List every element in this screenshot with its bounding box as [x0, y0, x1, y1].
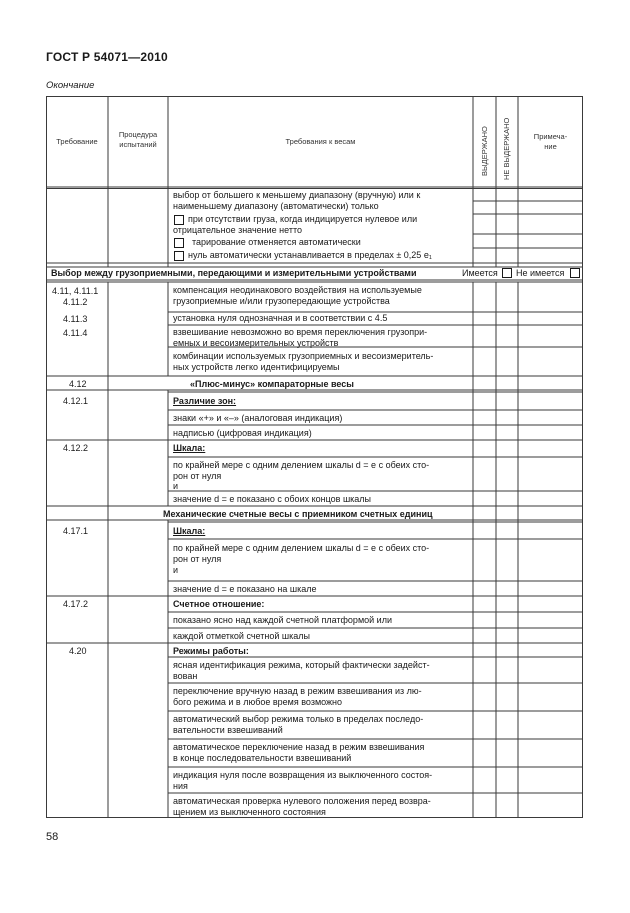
row-scale-417-line1: по крайней мере с одним делением шкалы d = e с обеих сто-	[173, 543, 430, 553]
has-checkbox[interactable]	[502, 268, 512, 278]
col-header-requirement: Требование	[56, 137, 98, 146]
ref-4-12: 4.12	[69, 379, 87, 389]
ref-4-11-3: 4.11.3	[63, 314, 88, 324]
row-no-weighing-line2: емных и весоизмерительных устройств	[173, 338, 339, 348]
no-load-checkbox[interactable]	[174, 215, 184, 225]
has-label: Имеется	[462, 268, 498, 278]
row-zones-analog: знаки «+» и «–» (аналоговая индикация)	[173, 413, 343, 423]
section-4-12-title: «Плюс-минус» компараторные весы	[190, 379, 354, 389]
row-auto-select-line2: вательности взвешиваний	[173, 725, 283, 735]
col-header-weights-requirements: Требования к весам	[285, 137, 356, 146]
col-header-not-passed: НЕ ВЫДЕРЖАНО	[502, 117, 511, 180]
row-scale-417-line3: и	[173, 565, 179, 575]
row-ratio-mark: каждой отметкой счетной шкалы	[173, 631, 310, 641]
row-auto-switch-back-line1: автоматическое переключение назад в режим взвешивания	[173, 742, 425, 752]
row-zero-check-line1: автоматическая проверка нулевого положения перед возвра-	[173, 796, 431, 806]
row-range-selection-line1: выбор от большего к меньшему диапазону (вручную) или к	[173, 190, 421, 200]
requirements-table	[46, 96, 583, 818]
ref-4-17-2: 4.17.2	[63, 599, 89, 609]
col-header-passed: ВЫДЕРЖАНО	[480, 126, 489, 176]
section-4-11-title: Выбор между грузоприемными, передающими и измерительными устройствами	[51, 268, 417, 278]
modes-title: Режимы работы:	[173, 646, 249, 656]
row-zero-indication-line1: индикация нуля после возвращения из выключенного состоя-	[173, 770, 433, 780]
col-header-procedure-line1: Процедура	[118, 130, 158, 139]
ref-4-12-1: 4.12.1	[63, 396, 89, 406]
row-compensation-line2: грузоприемные и/или грузопередающие устройства	[173, 296, 390, 306]
row-zero-indication-line2: ния	[173, 781, 188, 791]
row-zero-check-line2: щением из выключенного состояния	[173, 807, 326, 817]
col-header-procedure-line2: испытаний	[119, 140, 157, 149]
row-scale-412-both-ends: значение d = e показано с обоих концов шкалы	[173, 494, 372, 504]
row-zones-digital: надписью (цифровая индикация)	[173, 428, 312, 438]
scale-title-417: Шкала:	[173, 526, 206, 536]
row-ratio-platform: показано ясно над каждой счетной платформой или	[173, 615, 392, 625]
row-manual-switch-line2: бого режима и в любое время возможно	[173, 697, 343, 707]
has-not-checkbox[interactable]	[570, 268, 580, 278]
row-scale-412-line1: по крайней мере с одним делением шкалы d = e с обеих сто-	[173, 460, 430, 470]
row-range-selection-line2: наименьшему диапазону (автоматически) только	[173, 201, 379, 211]
ratio-title: Счетное отношение:	[173, 599, 265, 609]
table-continuation-label: Окончание	[46, 80, 95, 91]
section-4-17-title: Механические счетные весы с приемником счетных единиц	[163, 509, 433, 519]
tare-cancel-checkbox[interactable]	[174, 238, 184, 248]
row-combinations-line1: комбинации используемых грузоприемных и весоизмеритель-	[173, 351, 434, 361]
row-tare-cancel: тарирование отменяется автоматически	[192, 237, 361, 247]
row-scale-412-line3: и	[173, 481, 179, 491]
ref-4-11-4: 4.11.4	[63, 328, 88, 338]
row-mode-identification-line2: вован	[173, 671, 198, 681]
ref-4-20: 4.20	[69, 646, 87, 656]
row-no-load-line1: при отсутствии груза, когда индицируется нулевое или	[188, 214, 418, 224]
row-no-weighing-line1: взвешивание невозможно во время переключения грузопри-	[173, 327, 428, 337]
col-header-note-line1: Примеча-	[533, 132, 568, 141]
row-mode-identification-line1: ясная идентификация режима, который фактически задейст-	[173, 660, 430, 670]
row-compensation-line1: компенсация неодинакового воздействия на используемые	[173, 285, 422, 295]
row-manual-switch-line1: переключение вручную назад в режим взвешивания из лю-	[173, 686, 422, 696]
row-scale-412-line2: рон от нуля	[173, 471, 222, 481]
row-no-load-line2: отрицательное значение нетто	[173, 225, 303, 235]
row-combinations-line2: ных устройств легко идентифицируемы	[173, 362, 340, 372]
ref-4-11: 4.11, 4.11.1	[52, 286, 99, 296]
ref-4-12-2: 4.12.2	[63, 443, 89, 453]
row-zero-setting: установка нуля однозначная и в соответствии с 4.5	[173, 313, 388, 323]
scale-title-412: Шкала:	[173, 443, 206, 453]
row-auto-switch-back-line2: в конце последовательности взвешиваний	[173, 753, 352, 763]
zones-title: Различие зон:	[173, 396, 237, 406]
row-scale-417-shown: значение d = e показано на шкале	[173, 584, 317, 594]
page-number: 58	[46, 831, 59, 843]
row-scale-417-line2: рон от нуля	[173, 554, 222, 564]
document-title: ГОСТ Р 54071—2010	[46, 50, 168, 64]
row-auto-select-line1: автоматический выбор режима только в пределах последо-	[173, 714, 424, 724]
has-not-label: Не имеется	[516, 268, 565, 278]
row-auto-zero: нуль автоматически устанавливается в пределах ± 0,25 e₁	[188, 250, 432, 260]
ref-4-11-2: 4.11.2	[63, 297, 88, 307]
auto-zero-checkbox[interactable]	[174, 251, 184, 261]
col-header-note-line2: ние	[544, 142, 557, 151]
ref-4-17-1: 4.17.1	[63, 526, 89, 536]
